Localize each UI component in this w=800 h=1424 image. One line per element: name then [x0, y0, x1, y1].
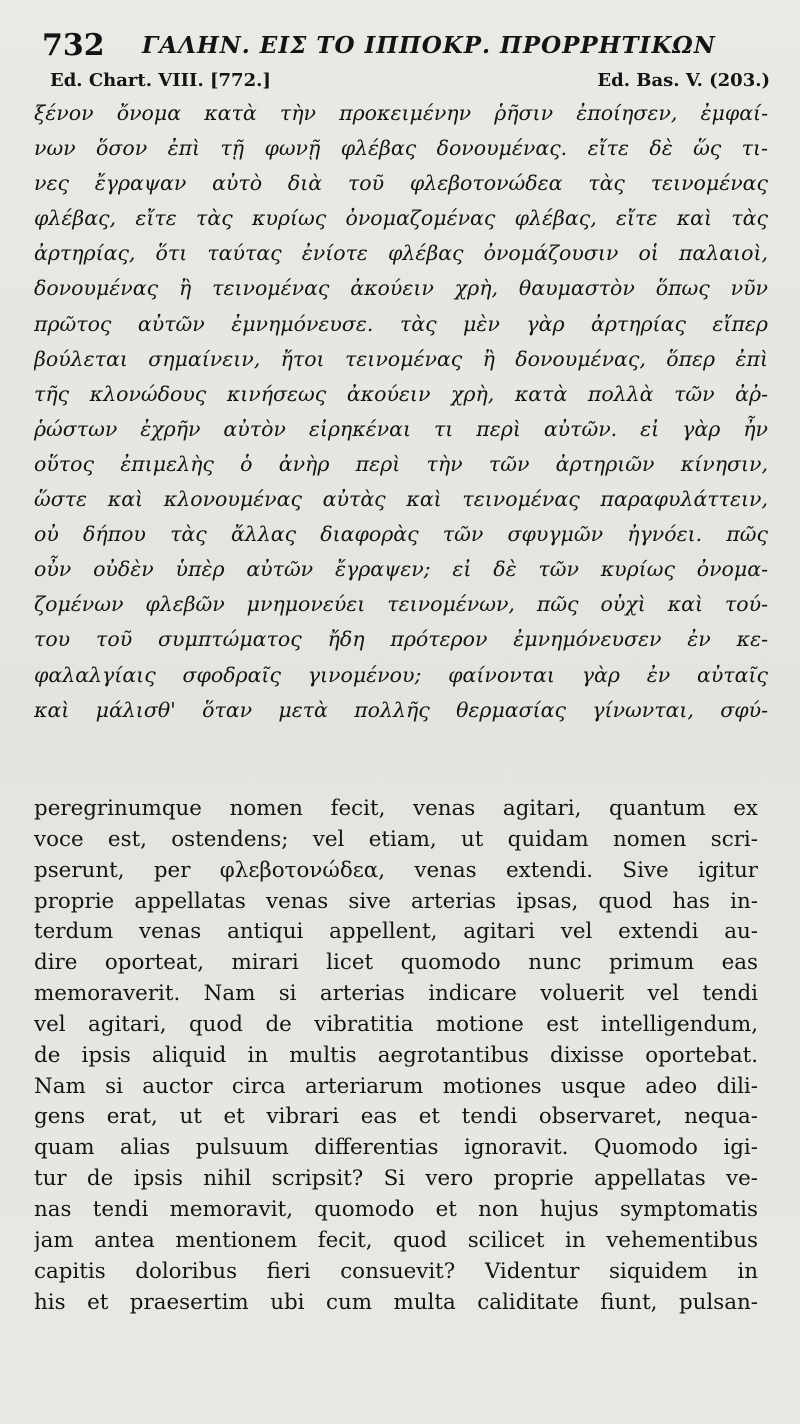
edition-reference-left: Ed. Chart. VIII. [772.] [50, 70, 271, 91]
latin-line: tur de ipsis nihil scripsit? Si vero proprie appellatas ve- [34, 1166, 758, 1192]
running-title: ΓΑΛΗΝ. ΕΙΣ ΤΟ ΙΠΠΟΚΡ. ΠΡΟΡΡΗΤΙΚΩΝ [142, 32, 716, 59]
greek-line: βούλεται σημαίνειν, ἤτοι τεινομένας ἢ δονουμένας, ὅπερ ἐπὶ [34, 346, 768, 371]
latin-line: terdum venas antiqui appellent, agitari vel extendi au- [34, 919, 758, 945]
latin-line: Nam si auctor circa arteriarum motiones usque adeo dili- [34, 1073, 758, 1099]
greek-line: φαλαλγίαις σφοδραῖς γινομένου; φαίνονται γὰρ ἐν αὐταῖς [34, 662, 768, 687]
latin-line: his et praesertim ubi cum multa caliditate fiunt, pulsan- [34, 1289, 758, 1315]
running-head [42, 28, 762, 68]
greek-line: οὐ δήπου τὰς ἄλλας διαφορὰς τῶν σφυγμῶν ἠγνόει. πῶς [34, 522, 768, 547]
latin-line: memoraverit. Nam si arterias indicare voluerit vel tendi [34, 981, 758, 1007]
greek-line: πρῶτος αὐτῶν ἐμνημόνευσε. τὰς μὲν γὰρ ἀρτηρίας εἴπερ [34, 311, 768, 336]
latin-text-block [34, 794, 758, 1318]
greek-line: ζομένων φλεβῶν μνημονεύει τεινομένων, πῶς οὐχὶ καὶ τού- [34, 592, 768, 617]
greek-line: νων ὅσον ἐπὶ τῇ φωνῇ φλέβας δονουμένας. εἴτε δὲ ὥς τι- [34, 136, 768, 161]
greek-line: ξένον ὄνομα κατὰ τὴν προκειμένην ῥῆσιν ἐποίησεν, ἐμφαί- [34, 101, 768, 125]
greek-line: ὥστε καὶ κλονουμένας αὐτὰς καὶ τεινομένας παραφυλάττειν, [34, 487, 768, 512]
latin-line: peregrinumque nomen fecit, venas agitari, quantum ex [34, 796, 758, 821]
greek-text-block [34, 96, 768, 728]
latin-line: gens erat, ut et vibrari eas et tendi observaret, nequa- [34, 1104, 758, 1130]
latin-line: jam antea mentionem fecit, quod scilicet in vehementibus [34, 1227, 758, 1253]
greek-line: οὖν οὐδὲν ὑπὲρ αὐτῶν ἔγραψεν; εἰ δὲ τῶν κυρίως ὀνομα- [34, 557, 768, 582]
latin-line: de ipsis aliquid in multis aegrotantibus dixisse oportebat. [34, 1042, 758, 1068]
greek-line: δονουμένας ἢ τεινομένας ἀκούειν χρὴ, θαυμαστὸν ὅπως νῦν [34, 276, 768, 301]
latin-line: quam alias pulsuum differentias ignoravit. Quomodo igi- [34, 1135, 758, 1161]
edition-references [50, 70, 770, 98]
latin-line: proprie appellatas venas sive arterias ipsas, quod has in- [34, 888, 758, 914]
greek-line: του τοῦ συμπτώματος ἤδη πρότερον ἐμνημόνευσεν ἐν κε- [34, 627, 768, 652]
greek-line: νες ἔγραψαν αὐτὸ διὰ τοῦ φλεβοτονώδεα τὰς τεινομένας [34, 171, 768, 196]
latin-line: dire oporteat, mirari licet quomodo nunc primum eas [34, 950, 758, 976]
latin-line: voce est, ostendens; vel etiam, ut quidam nomen scri- [34, 826, 758, 852]
greek-line: τῆς κλονώδους κινήσεως ἀκούειν χρὴ, κατὰ πολλὰ τῶν ἀῤ- [34, 381, 768, 406]
edition-reference-right: Ed. Bas. V. (203.) [597, 70, 770, 91]
greek-line: φλέβας, εἴτε τὰς κυρίως ὀνομαζομένας φλέβας, εἴτε καὶ τὰς [34, 206, 768, 231]
page-number: 732 [42, 28, 105, 63]
greek-line: οὕτος ἐπιμελὴς ὁ ἀνὴρ περὶ τὴν τῶν ἀρτηριῶν κίνησιν, [34, 451, 768, 476]
greek-line: καὶ μάλισθ' ὅταν μετὰ πολλῆς θερμασίας γίνωνται, σφύ- [34, 697, 768, 722]
latin-line: vel agitari, quod de vibratitia motione est intelligendum, [34, 1011, 758, 1037]
latin-line: pserunt, per φλεβοτονώδεα, venas extendi. Sive igitur [34, 857, 758, 883]
latin-line: capitis doloribus fieri consuevit? Videntur siquidem in [34, 1258, 758, 1284]
greek-line: ἀρτηρίας, ὅτι ταύτας ἐνίοτε φλέβας ὀνομάζουσιν οἱ παλαιοὶ, [34, 241, 768, 266]
latin-line: nas tendi memoravit, quomodo et non hujus symptomatis [34, 1196, 758, 1222]
greek-line: ῥώστων ἐχρῆν αὐτὸν εἰρηκέναι τι περὶ αὐτῶν. εἰ γὰρ ἦν [34, 416, 768, 441]
